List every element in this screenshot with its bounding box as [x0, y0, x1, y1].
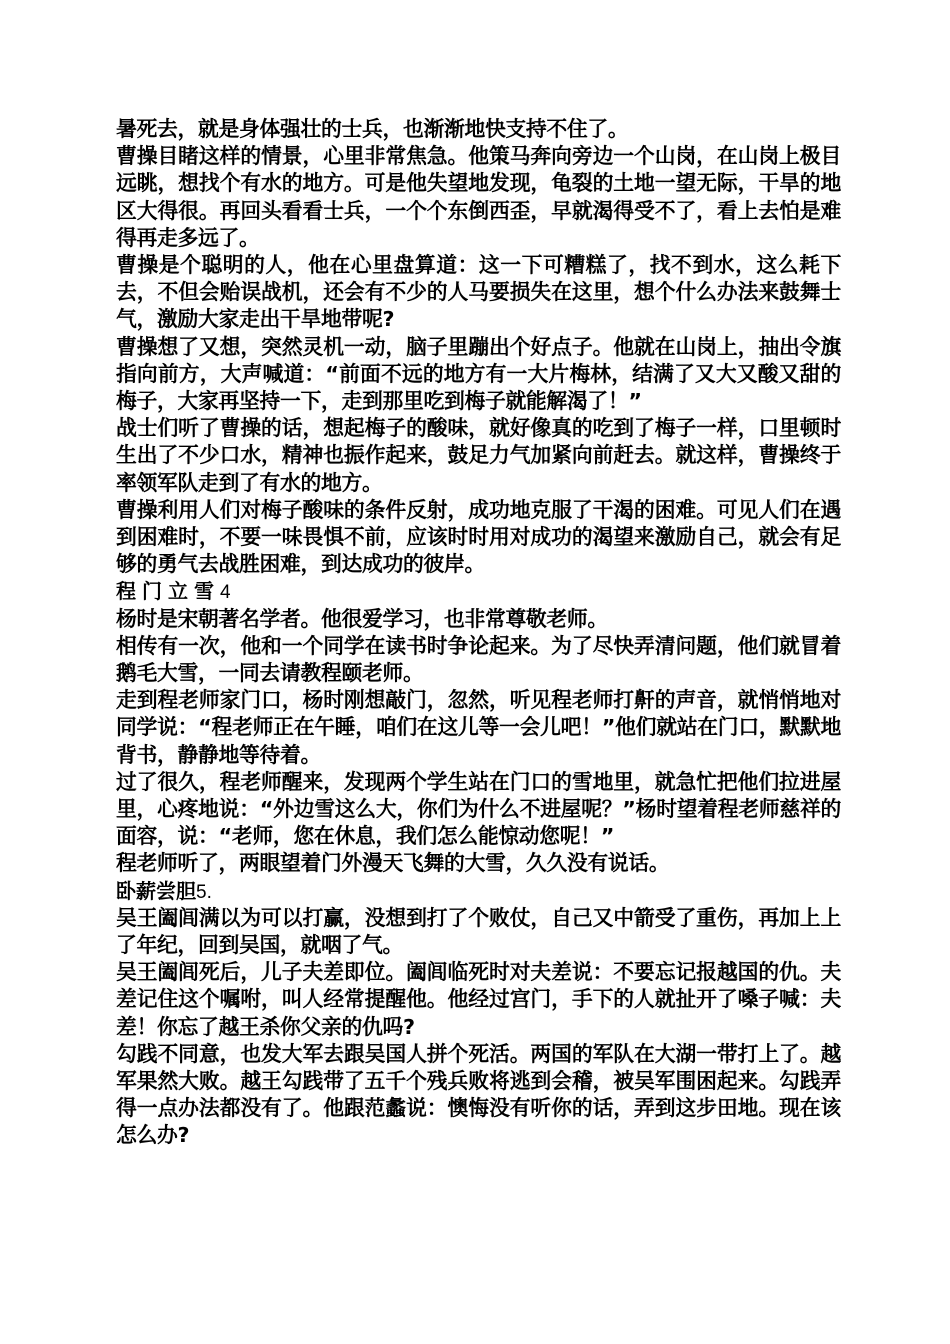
- paragraph: 战士们听了曹操的话，想起梅子的酸味，就好像真的吃到了梅子一样，口里顿时生出了不少口水，精神也振作起来，鼓足力气加紧向前赶去。就这样，曹操终于率领军队走到了有水的地方。: [116, 416, 841, 495]
- document-page: [116, 116, 841, 1150]
- paragraph: 杨时是宋朝著名学者。他很爱学习，也非常尊敬老师。: [116, 606, 608, 631]
- section-title: 卧薪尝胆: [116, 878, 196, 903]
- paragraph: 相传有一次，他和一个同学在读书时争论起来。为了尽快弄清问题，他们就冒着鹅毛大雪，一同去请教程颐老师。: [116, 633, 841, 686]
- paragraph: 吴王阖闾满以为可以打赢，没想到打了个败仗，自己又中箭受了重伤，再加上上了年纪，回到吴国，就咽了气。: [116, 905, 841, 958]
- section-number: 4: [220, 582, 231, 604]
- paragraph: 吴王阖闾死后，儿子夫差即位。阖闾临死时对夫差说：不要忘记报越国的仇。夫差记住这个嘱咐，叫人经常提醒他。他经过宫门，手下的人就扯开了嗓子喊：夫差！你忘了越王杀你父亲的仇吗?: [116, 960, 841, 1039]
- paragraph: 暑死去，就是身体强壮的士兵，也渐渐地快支持不住了。: [116, 117, 629, 141]
- paragraph: 曹操利用人们对梅子酸味的条件反射，成功地克服了干渴的困难。可见人们在遇到困难时，不要一味畏惧不前，应该时时用对成功的渴望来激励自己，就会有足够的勇气去战胜困难，到达成功的彼岸。: [116, 497, 841, 577]
- section-heading-4: [116, 578, 841, 605]
- paragraph: 过了很久，程老师醒来，发现两个学生站在门口的雪地里，就急忙把他们拉进屋里，心疼地说：“外边雪这么大，你们为什么不进屋呢？”杨时望着程老师慈祥的面容，说：“老师，您在休息，我们怎么能惊动您呢！”: [116, 769, 841, 849]
- paragraph: 曹操目睹这样的情景，心里非常焦急。他策马奔向旁边一个山岗，在山岗上极目远眺，想找个有水的地方。可是他失望地发现，龟裂的土地一望无际，干旱的地区大得很。再回头看看士兵，一个个东倒西歪，早就渴得受不了，看上去怕是难得再走多远了。: [116, 144, 841, 250]
- section-number: 5.: [196, 881, 212, 903]
- section-title: 程门立雪: [116, 579, 220, 604]
- section-heading-5: [116, 878, 841, 905]
- paragraph: 走到程老师家门口，杨时刚想敲门，忽然，听见程老师打鼾的声音，就悄悄地对同学说：“程老师正在午睡，咱们在这儿等一会儿吧！”他们就站在门口，默默地背书，静静地等待着。: [116, 688, 841, 767]
- paragraph: 勾践不同意，也发大军去跟吴国人拼个死活。两国的军队在大湖一带打上了。越军果然大败。越王勾践带了五千个残兵败将逃到会稽，被吴军围困起来。勾践弄得一点办法都没有了。他跟范蠡说：懊悔没有听你的话，弄到这步田地。现在该怎么办?: [116, 1041, 841, 1148]
- paragraph: 曹操是个聪明的人，他在心里盘算道：这一下可糟糕了，找不到水，这么耗下去，不但会贻误战机，还会有不少的人马要损失在这里，想个什么办法来鼓舞士气，激励大家走出干旱地带呢?: [116, 253, 841, 332]
- paragraph: 程老师听了，两眼望着门外漫天飞舞的大雪，久久没有说话。: [116, 851, 670, 876]
- paragraph: 曹操想了又想，突然灵机一动，脑子里蹦出个好点子。他就在山岗上，抽出令旗指向前方，大声喊道：“前面不远的地方有一大片梅林，结满了又大又酸又甜的梅子，大家再坚持一下，走到那里吃到梅子就能解渴了！”: [116, 334, 841, 414]
